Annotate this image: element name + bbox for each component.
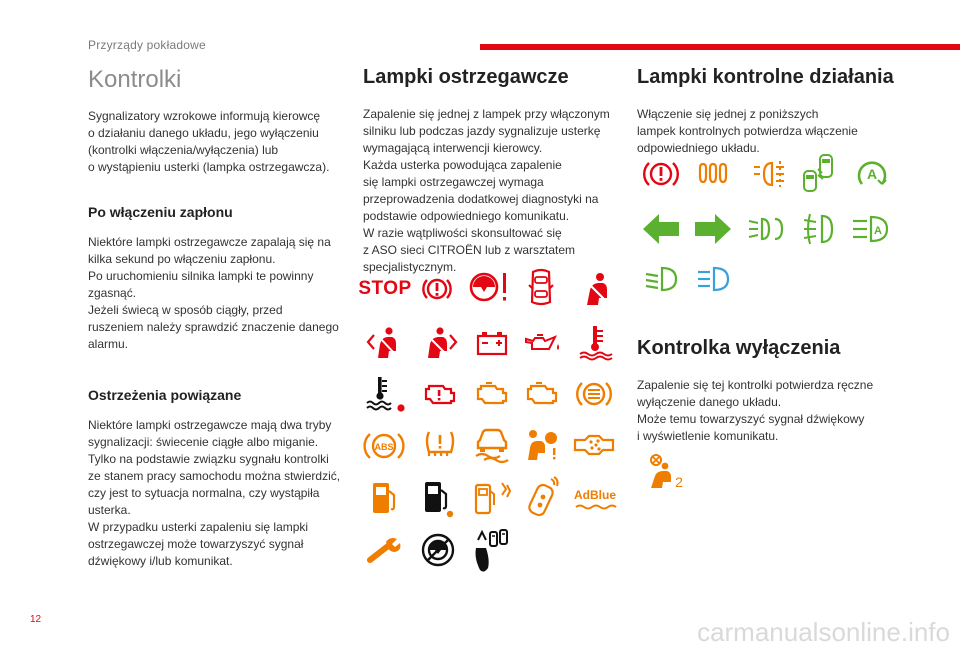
section-header: Przyrządy pokładowe [88, 38, 206, 52]
tyre-pressure-icon [420, 426, 460, 464]
main-beam-icon [694, 262, 734, 296]
auto-label: A [866, 166, 878, 182]
steering-lock-icon [418, 530, 458, 570]
abs-icon [364, 428, 404, 464]
text-line: się lampki ostrzegawczej wymaga [363, 175, 544, 189]
text-line: Po uruchomieniu silnika lampki te powinny [88, 269, 314, 283]
text-line: o działaniu danego układu, jego wyłączeniu [88, 126, 319, 140]
rear-fog-icon [748, 156, 788, 192]
text-line: W razie wątpliwości skonsultować się [363, 226, 562, 240]
page-number: 12 [30, 614, 42, 625]
text-line: odpowiedniego układu. [637, 141, 760, 155]
engine-autodiagnosis-icon [522, 378, 562, 410]
adblue-icon [572, 484, 618, 514]
text-line: czy jest to sytuacja normalna, czy wystąpiła [88, 486, 320, 500]
airbag-seat-number: 2 [675, 474, 683, 490]
text-line: ostrzegawczej może towarzyszyć sygnał [88, 537, 304, 551]
brake-warning-icon [420, 272, 454, 306]
text-line: sygnalizacji: świecenie ciągłe albo miganie. [88, 435, 319, 449]
blind-spot-icon [798, 152, 838, 194]
column-warning-lamps [363, 66, 623, 276]
ignition-paragraph [88, 234, 348, 353]
header-accent-bar [480, 44, 960, 50]
text-line: alarmu. [88, 337, 129, 351]
seatbelt-icon [578, 270, 614, 308]
deactivation-paragraph [637, 377, 917, 445]
text-line: dźwiękowy i/lub komunikat. [88, 554, 233, 568]
key-remote-icon [524, 474, 562, 520]
oil-pressure-icon [522, 329, 562, 357]
text-line: W przypadku usterki zapaleniu się lampki [88, 520, 309, 534]
front-fog-icon [798, 210, 838, 248]
adblue-label: AdBlue [574, 488, 616, 502]
text-line: (kontrolki włączenia/wyłączenia) lub [88, 143, 279, 157]
text-line: kilka sekund po włączeniu zapłonu. [88, 252, 276, 266]
engine-warning-red-icon [420, 378, 460, 410]
text-line: Niektóre lampki ostrzegawcze zapalają się na [88, 235, 331, 249]
text-line: ze stanem pracy samochodu można stwierdzić, [88, 469, 341, 483]
related-paragraph [88, 417, 348, 570]
fuel-circuit-icon [470, 478, 514, 518]
coolant-temperature-icon [576, 322, 614, 362]
foot-on-brake-icon [468, 526, 512, 576]
page-title: Kontrolki [88, 66, 182, 93]
passenger-seatbelt-icon [364, 325, 404, 361]
function-lamps-paragraph [637, 106, 917, 157]
auto-high-beam-icon [850, 210, 892, 248]
column-kontrolki [88, 66, 348, 570]
column-function-lamps [637, 66, 917, 157]
engine-fault-orange-icon [472, 378, 512, 410]
auto-stop-start-icon [852, 156, 892, 192]
dipped-beam-icon [642, 262, 682, 296]
text-line: ruszeniem należy sprawdzić znaczenie danego [88, 320, 339, 334]
column-deactivation [637, 337, 917, 445]
text-line: Niektóre lampki ostrzegawcze mają dwa tryby [88, 418, 332, 432]
auto-beam-label: A [874, 225, 882, 237]
fuel-level-black-icon [418, 478, 458, 520]
steering-warning-icon [466, 268, 512, 306]
brake-active-icon [642, 156, 680, 192]
text-line: Zapalenie się tej kontrolki potwierdza ręczne [637, 378, 874, 392]
related-heading: Ostrzeżenia powiązane [88, 387, 242, 403]
sidelights-icon [746, 212, 788, 246]
text-line: Włączenie się jednej z poniższych [637, 107, 819, 121]
rear-seatbelt-icon [420, 325, 460, 361]
text-line: wyłączenie danego układu. [637, 395, 782, 409]
text-line: Sygnalizatory wzrokowe informują kierowcę [88, 109, 321, 123]
preheater-icon [694, 158, 734, 190]
esp-icon [470, 424, 514, 464]
particle-filter-icon [572, 430, 616, 460]
text-line: i wyświetlenie komunikatu. [637, 429, 779, 443]
airbag-warning-icon [522, 426, 562, 464]
stop-label: STOP [358, 278, 412, 299]
abs-label: ABS [374, 442, 394, 452]
parking-brake-orange-icon [574, 376, 614, 412]
text-line: przeprowadzenia dodatkowej diagnostyki na [363, 192, 599, 206]
turn-right-arrow-icon [692, 210, 734, 248]
function-lamps-heading: Lampki kontrolne działania [637, 66, 894, 88]
text-line: silniku lub podczas jazdy sygnalizuje usterkę [363, 124, 601, 138]
text-line: z ASO sieci CITROËN lub z warsztatem [363, 243, 576, 257]
text-line: Zapalenie się jednej z lampek przy włączonym [363, 107, 610, 121]
text-line: o wystąpieniu usterki (lampka ostrzegawcza). [88, 160, 330, 174]
text-line: Może temu towarzyszyć sygnał dźwiękowy [637, 412, 865, 426]
coolant-level-icon [364, 374, 408, 414]
stop-icon [358, 272, 412, 306]
deactivation-heading: Kontrolka wyłączenia [637, 337, 841, 359]
wrench-service-icon [364, 532, 404, 568]
text-line: Tylko na podstawie związku sygnału kontrolki [88, 452, 329, 466]
warning-lamps-paragraph [363, 106, 623, 276]
text-line: Każda usterka powodująca zapalenie [363, 158, 562, 172]
warning-lamps-heading: Lampki ostrzegawcze [363, 66, 569, 88]
watermark: carmanualsonline.info [697, 617, 950, 647]
text-line: lampek kontrolnych potwierdza włączenie [637, 124, 858, 138]
fuel-level-orange-icon [364, 478, 404, 518]
text-line: podstawie odpowiedniego komunikatu. [363, 209, 570, 223]
door-open-icon [524, 266, 558, 308]
text-line: wymagającą interwencji kierowcy. [363, 141, 543, 155]
text-line: Jeżeli świecą w sposób ciągły, przed [88, 303, 283, 317]
text-line: zgasnąć. [88, 286, 137, 300]
passenger-airbag-off-icon [644, 452, 688, 492]
intro-paragraph [88, 108, 348, 176]
ignition-heading: Po włączeniu zapłonu [88, 204, 233, 220]
text-line: usterka. [88, 503, 131, 517]
battery-icon [472, 327, 512, 359]
turn-left-arrow-icon [640, 210, 682, 248]
text-line: specjalistycznym. [363, 260, 457, 274]
